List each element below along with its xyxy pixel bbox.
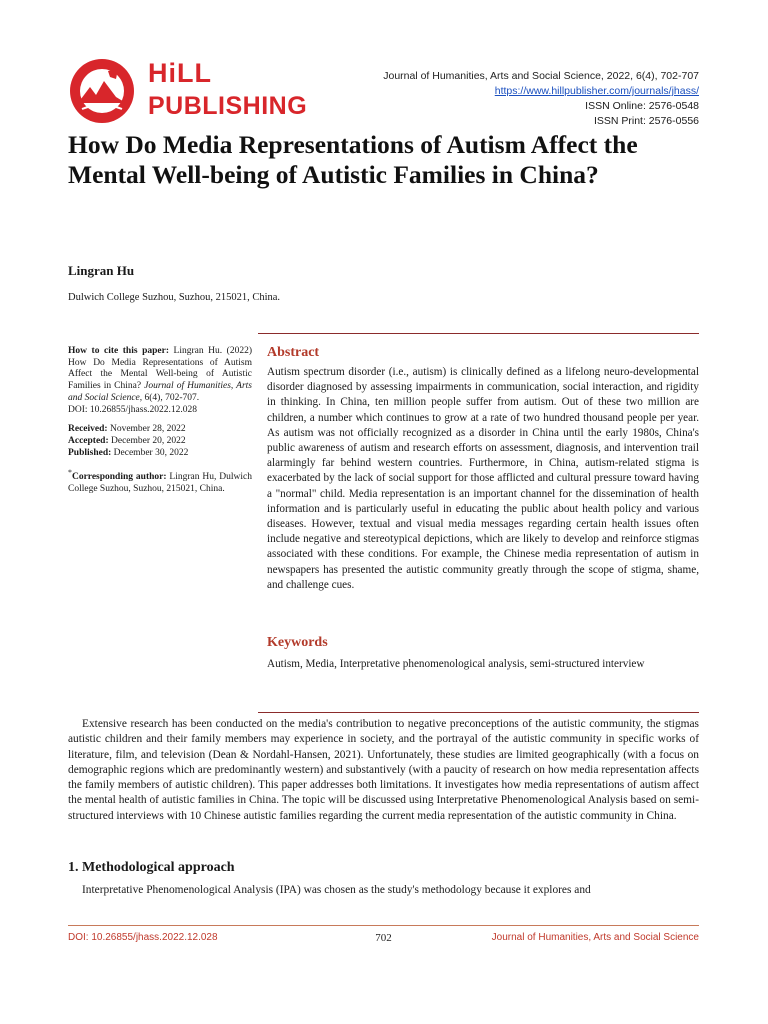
received-date: November 28, 2022	[107, 424, 186, 435]
accepted-label: Accepted:	[68, 435, 109, 446]
published-label: Published:	[68, 447, 112, 458]
received-label: Received:	[68, 424, 108, 435]
logo-text-publishing: PUBLISHING	[148, 92, 308, 120]
page-number: 702	[375, 932, 392, 944]
logo-text-hill: HiLL	[148, 58, 212, 88]
dates-block	[68, 424, 252, 459]
abstract-text: Autism spectrum disorder (i.e., autism) is clinically defined as a lifelong neuro-developmental disorder diagnosed by assessing impairments in communication, social interaction, and rigidity in thinking. In China, ten million people suffer from autism. Out of these two million are children, a number which continues to grow at a rate of two hundred thousand people per year. As autism was not officially recognized as a disorder in China until the early 1980s, China's public awareness of autism and research efforts on assessment, diagnosis, and intervention trail alarmingly far behind western countries. Furthermore, in China, autism-related stigma is exacerbated by the lack of social support for those afflicted and cultural pressure toward having a "normal" child. Media representation is an important channel for the dissemination of health information and is particularly useful in educating the public about health policy and various diseases. However, textual and visual media messages regarding certain health issues often include negative and stereotypical depictions, which are likely to develop and reinforce stigmas associated with these conditions. For example, the Chinese media representation of autism in newspapers has presented the autistic community greatly through the scope of stigma, shame, and challenge cues.	[267, 366, 699, 591]
journal-citation: Journal of Humanities, Arts and Social Science, 2022, 6(4), 702-707	[383, 70, 699, 82]
corr-text: Lingran Hu, Dulwich College Suzhou, Suzhou, 215021, China.	[68, 472, 253, 495]
publisher-logo	[68, 57, 308, 127]
journal-info	[383, 69, 699, 129]
published-date: December 30, 2022	[111, 447, 189, 458]
abstract-heading: Abstract	[267, 345, 320, 360]
author-affiliation: Dulwich College Suzhou, Suzhou, 215021, China.	[68, 292, 281, 303]
keywords-text: Autism, Media, Interpretative phenomenological analysis, semi-structured interview	[267, 658, 645, 670]
corresponding-author-block	[68, 467, 252, 496]
keywords-heading: Keywords	[267, 635, 328, 650]
footer-doi: DOI: 10.26855/jhass.2022.12.028	[68, 932, 218, 943]
abstract-top-divider	[258, 333, 699, 334]
accepted-date: December 20, 2022	[108, 435, 186, 446]
cite-doi: DOI: 10.26855/jhass.2022.12.028	[68, 404, 198, 415]
issn-online: ISSN Online: 2576-0548	[585, 100, 699, 112]
page-footer	[68, 932, 699, 946]
corr-asterisk: *	[68, 468, 72, 478]
footer-divider	[68, 925, 699, 926]
cite-tail: 6(4), 702-707.	[142, 392, 200, 403]
issn-print: ISSN Print: 2576-0556	[593, 115, 699, 127]
abstract-bottom-divider	[258, 712, 699, 713]
author-name: Lingran Hu	[68, 263, 135, 278]
cite-label: How to cite this paper:	[68, 346, 169, 356]
corr-label: Corresponding author:	[71, 472, 167, 483]
citation-block	[68, 346, 252, 416]
cite-journal: Journal of Humanities, Arts and Social Science,	[68, 381, 252, 403]
cite-text: Lingran Hu. (2022) How Do Media Representations of Autism Affect the Mental Well-being of Autistic Families in China?	[68, 346, 252, 392]
section-1-heading: 1. Methodological approach	[68, 860, 235, 875]
journal-url-link[interactable]: https://www.hillpublisher.com/journals/jhass/	[494, 85, 699, 97]
logo-mark-icon	[68, 57, 136, 125]
paper-title: How Do Media Representations of Autism Affect the Mental Well-being of Autistic Families in China?	[68, 130, 638, 189]
article-sidebar	[68, 346, 252, 504]
footer-journal: Journal of Humanities, Arts and Social Science	[491, 932, 699, 943]
section-1-paragraph: Interpretative Phenomenological Analysis (IPA) was chosen as the study's methodology because it explores and	[82, 884, 591, 896]
intro-paragraph: Extensive research has been conducted on the media's contribution to negative preconceptions of the autistic community, the stigmas autistic children and their family members may experience in society, and the portrayal of the autistic community in specific works of literature, film, and television (Dean & Nordahl-Hansen, 2021). Unfortunately, these studies are limited geographically (with a focus on demographic regions which are predominantly western) and substantively (with a paucity of research on how media representation affects the family members of autistic children). This paper addresses both limitations. It investigates how media representations of autism affect the mental health of autistic families in China. The topic will be discussed using Interpretative Phenomenological Analysis based on semi-structured interviews with 10 Chinese autistic families regarding the current media representation of the autistic community in China.	[68, 718, 699, 822]
